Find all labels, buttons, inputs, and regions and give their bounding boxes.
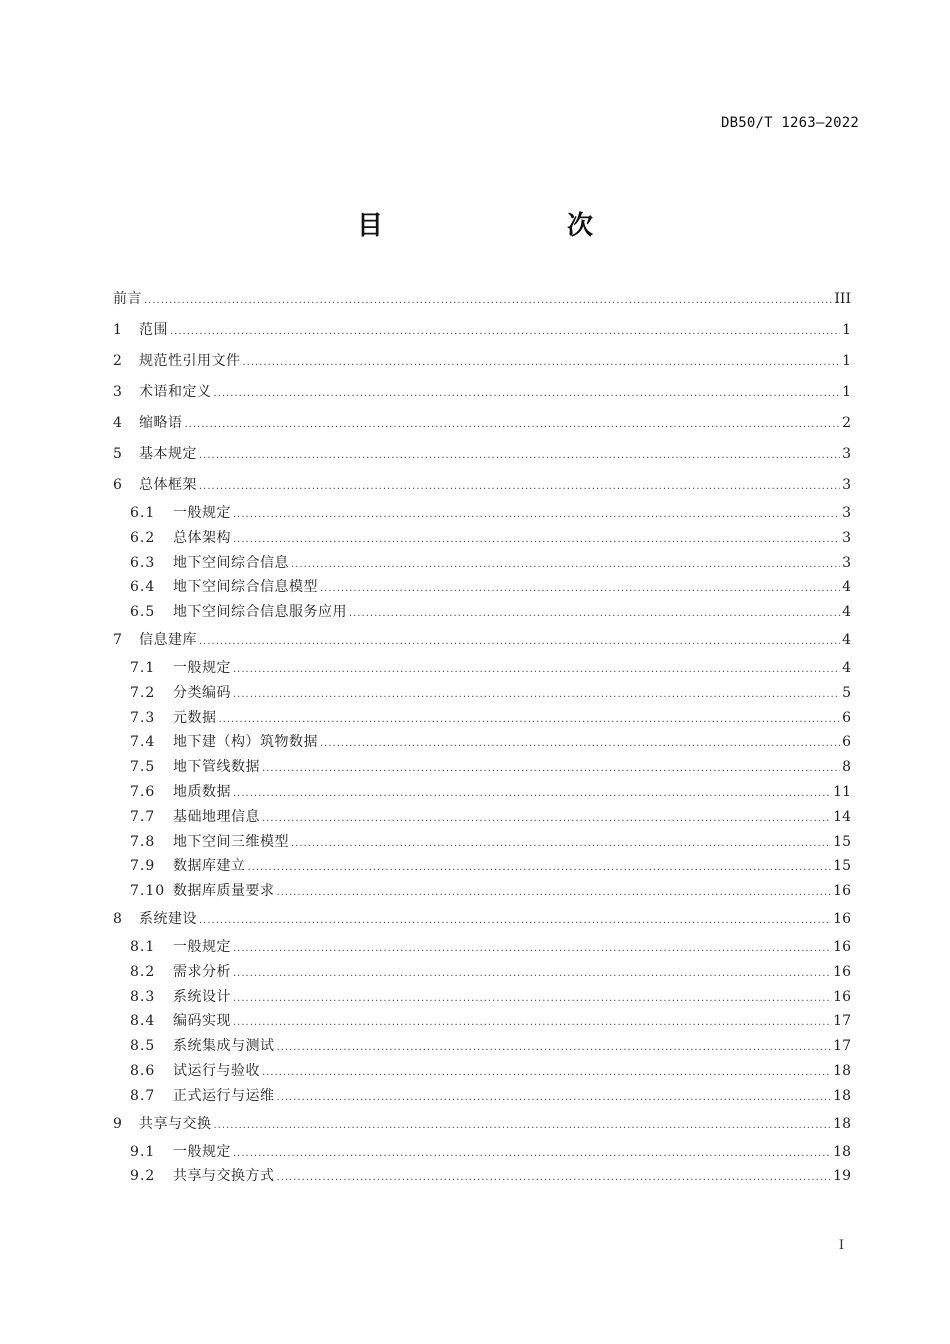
toc-dot-leader: [349, 602, 840, 627]
toc-entry-label: 前言: [113, 291, 142, 307]
toc-entry-number: 8.7: [130, 1087, 156, 1104]
toc-entry-label: 缩略语: [139, 415, 183, 431]
toc-entry-label: 一般规定: [173, 1143, 231, 1160]
toc-entry-label: 数据库建立: [173, 858, 246, 875]
toc-entry[interactable]: [113, 879, 851, 904]
toc-entry-number: 7.3: [130, 709, 156, 726]
toc-entry-number: 6: [113, 477, 122, 493]
toc-entry[interactable]: [113, 1084, 851, 1109]
toc-dot-leader: [233, 962, 831, 987]
toc-entry-number: 5: [113, 446, 122, 462]
toc-entry[interactable]: [113, 960, 851, 985]
toc-entry-label: 系统集成与测试: [173, 1038, 275, 1055]
toc-entry-page: 16: [833, 963, 851, 980]
toc-entry-page: 4: [842, 579, 851, 596]
toc-entry-label: 一般规定: [173, 505, 231, 521]
toc-entry-number: 7: [113, 631, 122, 648]
toc-dot-leader: [233, 503, 840, 528]
toc-entry-number: 6.2: [130, 529, 156, 546]
toc-entry-label: 一般规定: [173, 938, 231, 955]
toc-entry-page: 18: [833, 1115, 851, 1132]
toc-dot-leader: [233, 1142, 831, 1167]
toc-entry-page: 16: [833, 883, 851, 900]
toc-dot-leader: [199, 440, 840, 471]
toc-entry-label: 元数据: [173, 709, 217, 726]
toc-entry-label: 数据库质量要求: [173, 883, 275, 900]
toc-entry[interactable]: [113, 284, 851, 315]
toc-entry-page: 1: [842, 322, 851, 338]
toc-entry-label: 基础地理信息: [173, 808, 260, 825]
toc-entry-page: 18: [833, 1087, 851, 1104]
toc-dot-leader: [262, 1061, 831, 1086]
toc-dot-leader: [233, 528, 840, 553]
toc-entry-page: 4: [842, 631, 851, 648]
toc-entry[interactable]: [113, 315, 851, 346]
toc-entry[interactable]: [113, 830, 851, 855]
toc-entry-number: 8.2: [130, 963, 156, 980]
toc-entry[interactable]: [113, 681, 851, 706]
toc-dot-leader: [214, 378, 841, 409]
toc-entry[interactable]: [113, 551, 851, 576]
toc-entry[interactable]: [113, 755, 851, 780]
toc-entry[interactable]: [113, 575, 851, 600]
toc-entry[interactable]: [113, 1109, 851, 1140]
toc-entry-number: 7.4: [130, 734, 156, 751]
toc-dot-leader: [262, 807, 831, 832]
toc-dot-leader: [233, 937, 831, 962]
toc-entry-page: 3: [842, 554, 851, 571]
toc-entry-number: 8.3: [130, 988, 156, 1005]
toc-entry-page: 18: [833, 1062, 851, 1079]
toc-entry[interactable]: [113, 346, 851, 377]
toc-entry-number: 8.5: [130, 1038, 156, 1055]
toc-entry[interactable]: [113, 526, 851, 551]
toc-entry-number: 1: [113, 322, 122, 338]
toc-entry-number: 6.4: [130, 579, 156, 596]
toc-entry-number: 8: [113, 910, 122, 927]
toc-entry-label: 规范性引用文件: [139, 353, 241, 369]
toc-dot-leader: [170, 316, 840, 347]
page-number: I: [838, 1238, 844, 1253]
document-code: DB50/T 1263—2022: [720, 115, 859, 131]
toc-dot-leader: [291, 832, 831, 857]
toc-entry-page: 17: [833, 1038, 851, 1055]
toc-entry-label: 地下空间三维模型: [173, 833, 289, 850]
toc-entry-label: 系统建设: [139, 910, 197, 927]
toc-entry-label: 术语和定义: [139, 384, 212, 400]
toc-entry-page: 16: [833, 988, 851, 1005]
toc-entry-label: 地下空间综合信息: [173, 554, 289, 571]
toc-entry-label: 地下管线数据: [173, 759, 260, 776]
toc-entry-number: 6.1: [130, 505, 156, 521]
toc-entry[interactable]: [113, 439, 851, 470]
toc-entry-number: 8.1: [130, 938, 156, 955]
toc-entry-number: 9.2: [130, 1168, 156, 1185]
toc-entry-label: 范围: [139, 322, 168, 338]
toc-entry-page: 15: [833, 858, 851, 875]
toc-dot-leader: [144, 285, 832, 316]
toc-entry-page: 4: [842, 659, 851, 676]
toc-entry-page: III: [834, 291, 851, 307]
toc-entry-number: 6.5: [130, 604, 156, 621]
toc-entry[interactable]: [113, 854, 851, 879]
toc-entry-label: 信息建库: [139, 631, 197, 648]
toc-dot-leader: [320, 577, 840, 602]
toc-dot-leader: [277, 1036, 832, 1061]
toc-entry[interactable]: [113, 780, 851, 805]
toc-entry-number: 4: [113, 415, 122, 431]
toc-dot-leader: [219, 708, 841, 733]
toc-entry-number: 7.1: [130, 659, 156, 676]
toc-dot-leader: [277, 1086, 832, 1111]
toc-entry-label: 编码实现: [173, 1013, 231, 1030]
toc-entry-page: 11: [833, 783, 851, 800]
toc-entry-number: 7.7: [130, 808, 156, 825]
toc-entry-number: 2: [113, 353, 122, 369]
toc-entry-label: 试运行与验收: [173, 1062, 260, 1079]
toc-entry-number: 7.6: [130, 783, 156, 800]
toc-entry[interactable]: [113, 1164, 851, 1189]
toc-entry-page: 3: [842, 529, 851, 546]
toc-dot-leader: [233, 1011, 831, 1036]
toc-entry-page: 8: [842, 759, 851, 776]
toc-entry-page: 3: [842, 505, 851, 521]
toc-entry-label: 正式运行与运维: [173, 1087, 275, 1104]
toc-dot-leader: [233, 658, 840, 683]
toc-entry-page: 15: [833, 833, 851, 850]
toc-entry-label: 地下建（构）筑物数据: [173, 734, 318, 751]
toc-entry-page: 3: [842, 446, 851, 462]
toc-entry-page: 6: [842, 734, 851, 751]
toc-entry-number: 7.2: [130, 684, 156, 701]
toc-entry-page: 4: [842, 604, 851, 621]
toc-entry-label: 系统设计: [173, 988, 231, 1005]
toc-entry-number: 7.10: [130, 883, 166, 900]
toc-entry[interactable]: [113, 935, 851, 960]
toc-dot-leader: [291, 553, 840, 578]
toc-entry-label: 总体架构: [173, 529, 231, 546]
toc-entry[interactable]: [113, 1140, 851, 1165]
toc-entry-label: 地质数据: [173, 783, 231, 800]
toc-entry-number: 7.8: [130, 833, 156, 850]
toc-entry-page: 16: [833, 938, 851, 955]
toc-entry[interactable]: [113, 470, 851, 501]
toc-entry-number: 7.5: [130, 759, 156, 776]
toc-entry-page: 16: [833, 910, 851, 927]
toc-entry-page: 18: [833, 1143, 851, 1160]
toc-dot-leader: [262, 757, 840, 782]
toc-entry-label: 总体框架: [139, 477, 197, 493]
toc-entry-label: 需求分析: [173, 963, 231, 980]
toc-entry-page: 6: [842, 709, 851, 726]
toc-entry-number: 7.9: [130, 858, 156, 875]
toc-entry[interactable]: [113, 600, 851, 625]
toc-dot-leader: [243, 347, 841, 378]
toc-entry[interactable]: [113, 904, 851, 935]
toc-entry-label: 分类编码: [173, 684, 231, 701]
toc-dot-leader: [199, 471, 840, 502]
toc-dot-leader: [233, 782, 831, 807]
toc-entry[interactable]: [113, 656, 851, 681]
table-of-contents: [113, 284, 851, 1189]
toc-entry-number: 9.1: [130, 1143, 156, 1160]
toc-entry[interactable]: [113, 625, 851, 656]
toc-entry[interactable]: [113, 1009, 851, 1034]
toc-entry[interactable]: [113, 501, 851, 526]
toc-entry[interactable]: [113, 408, 851, 439]
toc-entry-page: 2: [842, 415, 851, 431]
toc-entry-label: 地下空间综合信息模型: [173, 579, 318, 596]
toc-dot-leader: [199, 626, 840, 657]
toc-entry[interactable]: [113, 1034, 851, 1059]
toc-entry-label: 共享与交换方式: [173, 1168, 275, 1185]
toc-dot-leader: [248, 856, 832, 881]
toc-dot-leader: [185, 409, 841, 440]
toc-title: 目 次: [356, 211, 637, 241]
toc-entry-page: 1: [842, 353, 851, 369]
toc-entry-page: 19: [833, 1168, 851, 1185]
toc-entry-label: 一般规定: [173, 659, 231, 676]
toc-dot-leader: [277, 1166, 832, 1191]
toc-entry-page: 5: [842, 684, 851, 701]
toc-entry-number: 8.6: [130, 1062, 156, 1079]
toc-entry-page: 17: [833, 1013, 851, 1030]
toc-entry-page: 1: [842, 384, 851, 400]
toc-entry[interactable]: [113, 985, 851, 1010]
toc-dot-leader: [199, 905, 831, 936]
toc-entry[interactable]: [113, 805, 851, 830]
toc-entry-page: 14: [833, 808, 851, 825]
toc-entry-number: 3: [113, 384, 122, 400]
toc-dot-leader: [233, 683, 840, 708]
toc-entry-number: 9: [113, 1115, 122, 1132]
toc-entry[interactable]: [113, 706, 851, 731]
toc-entry-page: 3: [842, 477, 851, 493]
toc-entry-label: 地下空间综合信息服务应用: [173, 604, 347, 621]
toc-entry-label: 共享与交换: [139, 1115, 212, 1132]
toc-entry[interactable]: [113, 730, 851, 755]
toc-dot-leader: [214, 1110, 832, 1141]
toc-entry-number: 6.3: [130, 554, 156, 571]
toc-dot-leader: [320, 732, 840, 757]
toc-entry-label: 基本规定: [139, 446, 197, 462]
toc-dot-leader: [277, 881, 832, 906]
toc-dot-leader: [233, 987, 831, 1012]
toc-entry[interactable]: [113, 1059, 851, 1084]
toc-entry-number: 8.4: [130, 1013, 156, 1030]
toc-entry[interactable]: [113, 377, 851, 408]
